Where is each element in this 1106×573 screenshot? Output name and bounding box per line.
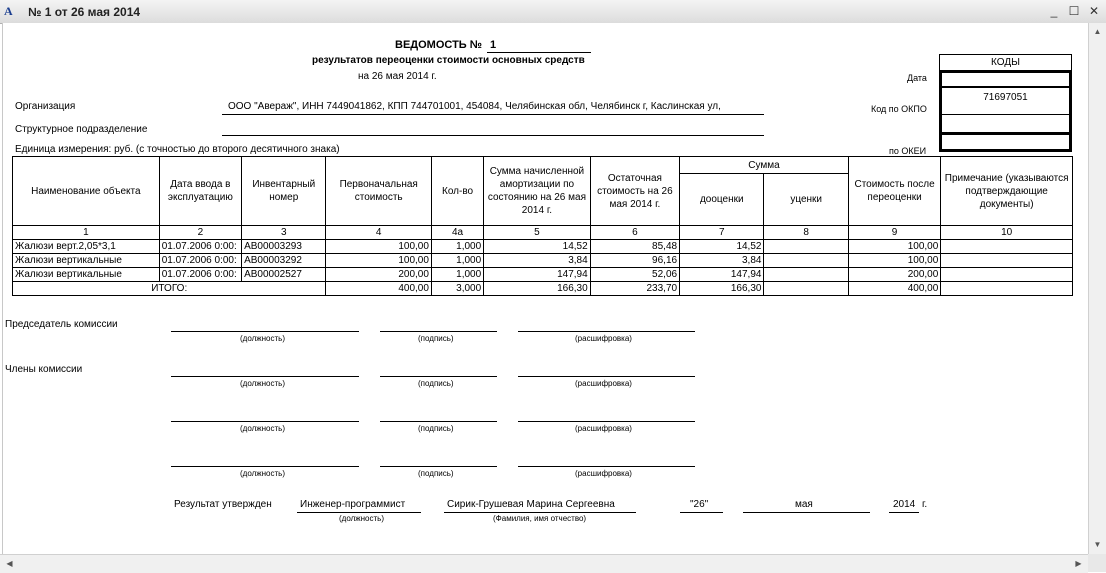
row-amort: 14,52 xyxy=(484,240,591,254)
total-residual: 233,70 xyxy=(590,282,679,296)
codes-date-cell xyxy=(940,71,1071,88)
header-note: Примечание (указываются подтверждающие документы) xyxy=(941,157,1073,226)
row-after: 200,00 xyxy=(848,268,940,282)
row-amort: 3,84 xyxy=(484,254,591,268)
header-amort: Сумма начисленной амортизации по состоянию на 26 мая 2014 г. xyxy=(484,157,591,226)
close-button[interactable]: ✕ xyxy=(1088,4,1100,18)
codes-box xyxy=(939,54,1072,152)
col-number: 5 xyxy=(484,226,591,240)
date-label: Дата xyxy=(907,73,927,83)
total-upvalue: 166,30 xyxy=(680,282,764,296)
position-hint: (должность) xyxy=(240,469,285,478)
table-row xyxy=(13,268,1073,282)
result-day-line xyxy=(680,512,723,513)
row-residual: 85,48 xyxy=(590,240,679,254)
decoding-hint: (расшифровка) xyxy=(575,424,632,433)
row-residual: 96,16 xyxy=(590,254,679,268)
maximize-button[interactable]: ☐ xyxy=(1068,4,1080,18)
row-date: 01.07.2006 0:00: xyxy=(159,254,241,268)
okei-label: по ОКЕИ xyxy=(889,146,927,156)
row-note xyxy=(941,254,1073,268)
scroll-left-icon[interactable]: ◀ xyxy=(6,559,13,568)
row-qty: 1,000 xyxy=(431,268,483,282)
table-row xyxy=(13,240,1073,254)
chairman-decoding-line xyxy=(518,331,695,332)
member1-signature-line xyxy=(380,376,497,377)
scroll-down-icon[interactable]: ▼ xyxy=(1093,540,1102,549)
vertical-scrollbar[interactable] xyxy=(1088,23,1106,554)
col-number: 8 xyxy=(764,226,848,240)
title-number-underline xyxy=(487,52,591,53)
signature-hint: (подпись) xyxy=(418,379,454,388)
chairman-signature-line xyxy=(380,331,497,332)
okpo-label: Код по ОКПО xyxy=(871,104,927,114)
member1-decoding-line xyxy=(518,376,695,377)
total-qty: 3,000 xyxy=(431,282,483,296)
position-hint: (должность) xyxy=(240,334,285,343)
revaluation-table xyxy=(12,156,1073,296)
decoding-hint: (расшифровка) xyxy=(575,469,632,478)
header-date: Дата ввода в эксплуатацию xyxy=(159,157,241,226)
row-upvalue: 147,94 xyxy=(680,268,764,282)
chairman-label: Председатель комиссии xyxy=(5,319,118,330)
members-label: Члены комиссии xyxy=(5,364,83,375)
window-titlebar xyxy=(0,0,1106,24)
col-number: 2 xyxy=(159,226,241,240)
row-name: Жалюзи верт.2,05*3,1 xyxy=(13,240,160,254)
member3-signature-line xyxy=(380,466,497,467)
decoding-hint: (расшифровка) xyxy=(575,334,632,343)
header-qty: Кол-во xyxy=(431,157,483,226)
row-inv: АВ00002527 xyxy=(242,268,326,282)
result-position-line xyxy=(297,512,421,513)
document-app-icon: A xyxy=(4,4,13,18)
result-name: Сирик-Грушевая Марина Сергеевна xyxy=(447,499,615,510)
total-downvalue xyxy=(764,282,848,296)
dept-label: Структурное подразделение xyxy=(15,124,148,135)
result-month: мая xyxy=(795,499,813,510)
row-name: Жалюзи вертикальные xyxy=(13,268,160,282)
decoding-hint: (расшифровка) xyxy=(575,379,632,388)
signature-hint: (подпись) xyxy=(418,424,454,433)
row-date: 01.07.2006 0:00: xyxy=(159,240,241,254)
member3-decoding-line xyxy=(518,466,695,467)
scrollbar-corner xyxy=(1088,554,1106,572)
result-position-hint: (должность) xyxy=(339,514,384,523)
header-residual: Остаточная стоимость на 26 мая 2014 г. xyxy=(590,157,679,226)
unit-label: Единица измерения: руб. (с точностью до второго десятичного знака) xyxy=(15,144,340,155)
document-content xyxy=(2,23,1088,554)
col-number: 9 xyxy=(848,226,940,240)
position-hint: (должность) xyxy=(240,379,285,388)
result-label: Результат утвержден xyxy=(174,499,272,510)
row-downvalue xyxy=(764,240,848,254)
row-inv: АВ00003293 xyxy=(242,240,326,254)
header-sum: Сумма xyxy=(680,157,849,174)
row-name: Жалюзи вертикальные xyxy=(13,254,160,268)
total-after: 400,00 xyxy=(848,282,940,296)
signature-hint: (подпись) xyxy=(418,469,454,478)
doc-date-line: на 26 мая 2014 г. xyxy=(358,71,437,82)
row-inv: АВ00003292 xyxy=(242,254,326,268)
codes-okpo-cell: 71697051 xyxy=(940,88,1071,115)
dept-underline xyxy=(222,135,764,136)
doc-subtitle: результатов переоценки стоимости основных средств xyxy=(312,55,585,66)
result-year: 2014 xyxy=(893,499,916,510)
row-after: 100,00 xyxy=(848,240,940,254)
col-number: 1 xyxy=(13,226,160,240)
member1-position-line xyxy=(171,376,359,377)
member2-decoding-line xyxy=(518,421,695,422)
row-qty: 1,000 xyxy=(431,240,483,254)
table-row xyxy=(13,254,1073,268)
scroll-right-icon[interactable]: ▶ xyxy=(1075,559,1082,568)
row-after: 100,00 xyxy=(848,254,940,268)
header-initial: Первоначальная стоимость xyxy=(326,157,431,226)
window-title: № 1 от 26 мая 2014 xyxy=(28,5,141,19)
total-amort: 166,30 xyxy=(484,282,591,296)
chairman-position-line xyxy=(171,331,359,332)
header-upvalue: дооценки xyxy=(680,174,764,226)
result-month-line xyxy=(743,512,870,513)
org-label: Организация xyxy=(15,101,76,112)
row-upvalue: 14,52 xyxy=(680,240,764,254)
doc-title-number: 1 xyxy=(490,39,497,51)
col-number: 10 xyxy=(941,226,1073,240)
result-name-line xyxy=(444,512,636,513)
col-number: 7 xyxy=(680,226,764,240)
row-residual: 52,06 xyxy=(590,268,679,282)
col-number: 4а xyxy=(431,226,483,240)
header-inv: Инвентарный номер xyxy=(242,157,326,226)
codes-okei-cell xyxy=(940,133,1071,151)
minimize-button[interactable]: _ xyxy=(1050,4,1058,18)
row-note xyxy=(941,240,1073,254)
total-initial: 400,00 xyxy=(326,282,431,296)
member3-position-line xyxy=(171,466,359,467)
row-initial: 200,00 xyxy=(326,268,431,282)
result-name-hint: (Фамилия, имя отчество) xyxy=(493,514,587,523)
col-number: 6 xyxy=(590,226,679,240)
result-position: Инженер-программист xyxy=(300,499,406,510)
horizontal-scrollbar[interactable] xyxy=(0,554,1088,573)
row-downvalue xyxy=(764,254,848,268)
scroll-up-icon[interactable]: ▲ xyxy=(1093,27,1102,36)
signature-hint: (подпись) xyxy=(418,334,454,343)
codes-empty-cell xyxy=(940,115,1071,133)
row-amort: 147,94 xyxy=(484,268,591,282)
result-year-line xyxy=(889,512,919,513)
row-initial: 100,00 xyxy=(326,240,431,254)
row-initial: 100,00 xyxy=(326,254,431,268)
result-year-suffix: г. xyxy=(922,499,928,510)
result-day: "26" xyxy=(690,499,709,510)
member2-signature-line xyxy=(380,421,497,422)
row-downvalue xyxy=(764,268,848,282)
col-number: 4 xyxy=(326,226,431,240)
doc-title-label: ВЕДОМОСТЬ № xyxy=(395,39,483,51)
row-upvalue: 3,84 xyxy=(680,254,764,268)
col-number: 3 xyxy=(242,226,326,240)
header-name: Наименование объекта xyxy=(13,157,160,226)
table-total-row xyxy=(13,282,1073,296)
position-hint: (должность) xyxy=(240,424,285,433)
org-underline xyxy=(222,114,764,115)
header-after: Стоимость после переоценки xyxy=(848,157,940,226)
row-qty: 1,000 xyxy=(431,254,483,268)
row-note xyxy=(941,268,1073,282)
total-label: ИТОГО: xyxy=(13,282,326,296)
row-date: 01.07.2006 0:00: xyxy=(159,268,241,282)
total-note xyxy=(941,282,1073,296)
member2-position-line xyxy=(171,421,359,422)
header-downvalue: уценки xyxy=(764,174,848,226)
org-value: ООО "Авераж", ИНН 7449041862, КПП 744701001, 454084, Челябинская обл, Челябинск г, Каслинская ул, xyxy=(228,101,721,112)
codes-header: КОДЫ xyxy=(940,55,1071,71)
